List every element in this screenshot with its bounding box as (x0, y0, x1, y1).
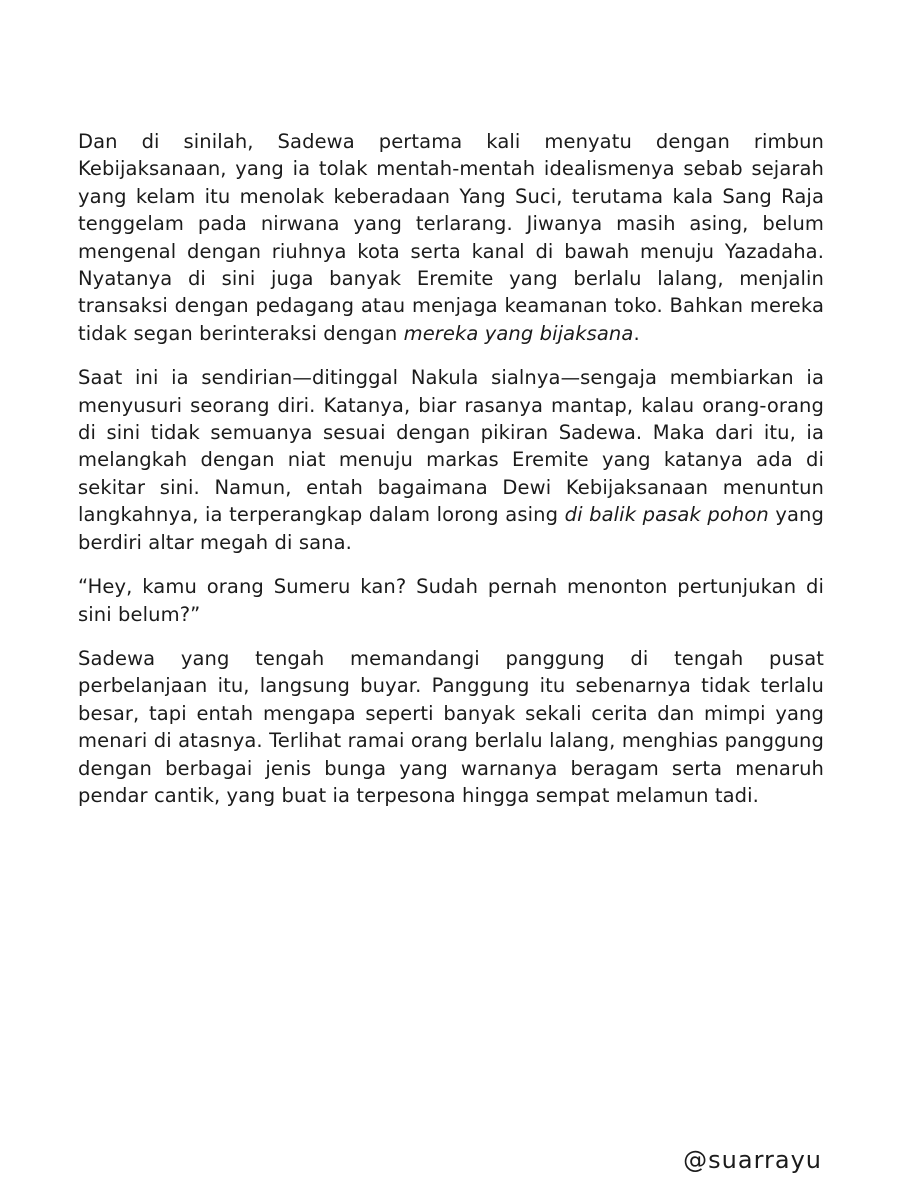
paragraph-4 (78, 645, 824, 809)
paragraph-2-italic-phrase: di balik pasak pohon (564, 503, 769, 527)
paragraph-1 (78, 128, 824, 347)
paragraph-1-italic-phrase: mereka yang bijaksana (403, 321, 634, 345)
paragraph-1-text-2: . (633, 321, 640, 345)
paragraph-4-text: Sadewa yang tengah memandangi panggung di tengah pusat perbelanjaan itu, langsung buyar. Panggung itu sebenarnya tidak terlalu besar, tapi entah mengapa seperti banyak sekali cerita dan mimpi yang menari di atasnya. Terlihat ramai orang berlalu lalang, menghias panggung dengan berbagai jenis bunga yang warnanya beragam serta menaruh pendar cantik, yang buat ia terpesona hingga sempat melamun tadi. (78, 646, 824, 807)
paragraph-2-text-2: yang berdiri altar megah di sana. (78, 503, 824, 554)
paragraph-3-dialogue (78, 573, 824, 628)
story-body (78, 128, 824, 826)
paragraph-3-text: “Hey, kamu orang Sumeru kan? Sudah pernah menonton pertunjukan di sini belum?” (78, 575, 824, 626)
author-handle-watermark: @suarrayu (683, 1146, 822, 1174)
paragraph-2-text-1: Saat ini ia sendirian—ditinggal Nakula sialnya—sengaja membiarkan ia menyusuri seorang diri. Katanya, biar rasanya mantap, kalau orang-orang di sini tidak semuanya sesuai dengan pikiran Sadewa. Maka dari itu, ia melangkah dengan niat menuju markas Eremite yang katanya ada di sekitar sini. Namun, entah bagaimana Dewi Kebijaksanaan menuntun langkahnya, ia terperangkap dalam lorong asing (78, 366, 824, 527)
paragraph-2 (78, 364, 824, 556)
paragraph-1-text-1: Dan di sinilah, Sadewa pertama kali menyatu dengan rimbun Kebijaksanaan, yang ia tolak mentah-mentah idealismenya sebab sejarah yang kelam itu menolak keberadaan Yang Suci, terutama kala Sang Raja tenggelam pada nirwana yang terlarang. Jiwanya masih asing, belum mengenal dengan riuhnya kota serta kanal di bawah menuju Yazadaha. Nyatanya di sini juga banyak Eremite yang berlalu lalang, menjalin transaksi dengan pedagang atau menjaga keamanan toko. Bahkan mereka tidak segan berinteraksi dengan (78, 130, 824, 345)
